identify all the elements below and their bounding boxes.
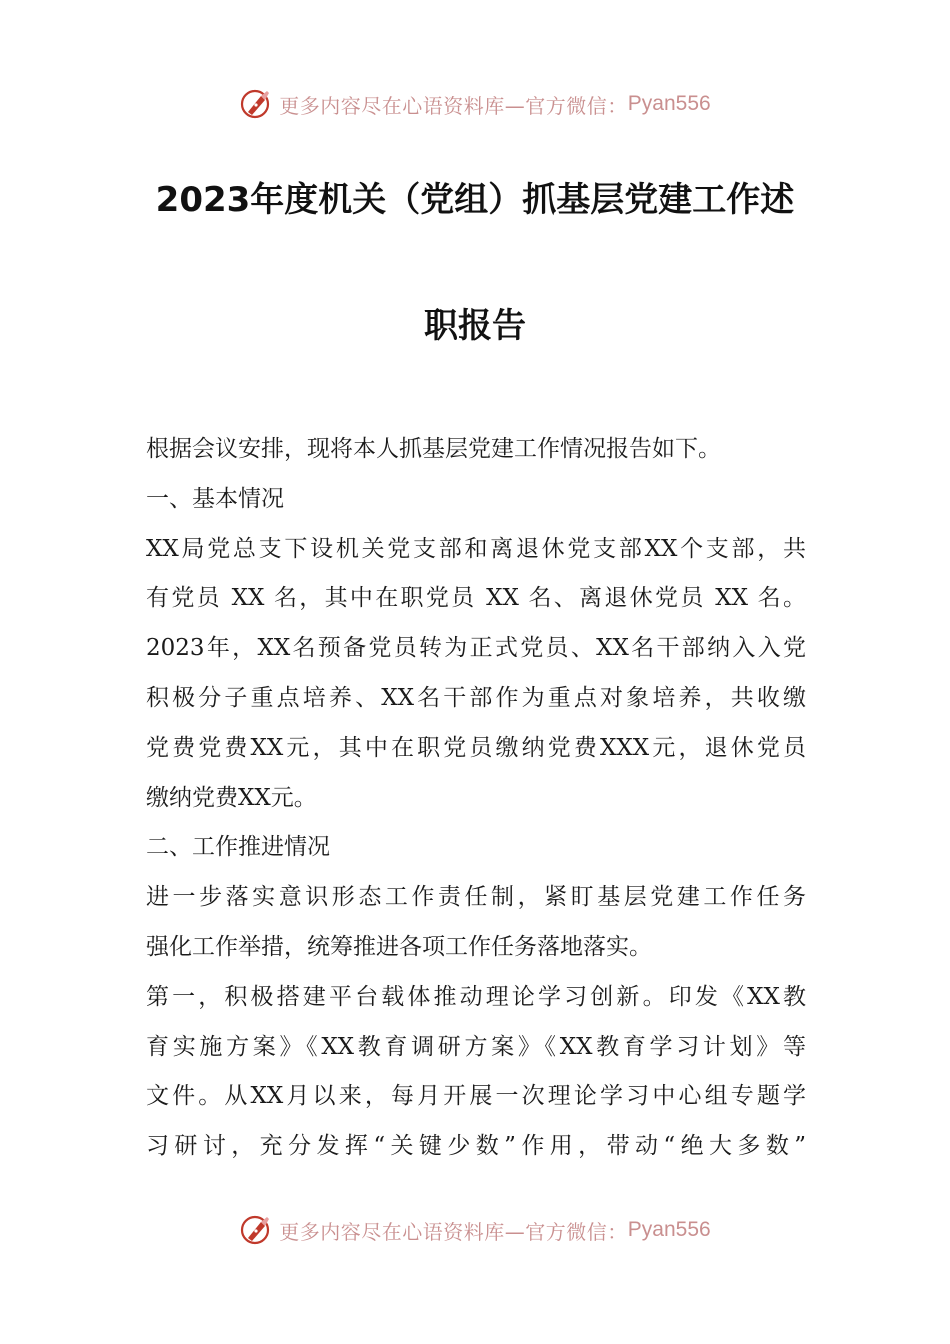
body-line: 有党员 XX 名，其中在职党员 XX 名、离退休党员 XX 名。 — [146, 585, 806, 612]
body-line: 进一步落实意识形态工作责任制，紧盯基层党建工作任务 — [146, 884, 806, 911]
body-line: 党费党费XX元，其中在职党员缴纳党费XXX元，退休党员 — [146, 734, 806, 761]
body-line: 一、基本情况 — [146, 485, 284, 512]
body-line: 习研讨，充分发挥“关键少数”作用，带动“绝大多数” — [146, 1133, 806, 1160]
body-line: 2023年，XX名预备党员转为正式党员、XX名干部纳入入党 — [146, 635, 806, 662]
body-line: 文件。从XX月以来，每月开展一次理论学习中心组专题学 — [146, 1083, 806, 1110]
watermark-wechat: Pyan556 — [627, 1218, 711, 1241]
body-line: 第一，积极搭建平台载体推动理论学习创新。印发《XX教 — [146, 983, 806, 1010]
body-line: 根据会议安排，现将本人抓基层党建工作情况报告如下。 — [146, 436, 721, 462]
body-line: 积极分子重点培养、XX名干部作为重点对象培养，共收缴 — [146, 684, 806, 711]
watermark-wechat: Pyan556 — [627, 92, 711, 115]
document-body — [146, 425, 806, 1172]
watermark-text: 更多内容尽在心语资料库—官方微信： — [279, 93, 628, 118]
watermark-footer — [0, 1210, 950, 1250]
watermark-header — [0, 84, 950, 124]
pen-nib-logo-icon — [239, 87, 273, 121]
document-title-line-1: 2023年度机关（党组）抓基层党建工作述 — [155, 180, 795, 220]
watermark-text: 更多内容尽在心语资料库—官方微信： — [279, 1219, 628, 1244]
body-line: 强化工作举措，统筹推进各项工作任务落地落实。 — [146, 933, 652, 960]
body-line: 缴纳党费XX元。 — [146, 784, 317, 811]
body-line: XX局党总支下设机关党支部和离退休党支部XX个支部，共 — [146, 535, 806, 562]
pen-nib-logo-icon — [239, 1213, 273, 1247]
body-line: 育实施方案》《XX教育调研方案》《XX教育学习计划》等 — [146, 1033, 806, 1060]
document-title-line-2: 职报告 — [424, 306, 526, 346]
body-line: 二、工作推进情况 — [146, 834, 330, 861]
